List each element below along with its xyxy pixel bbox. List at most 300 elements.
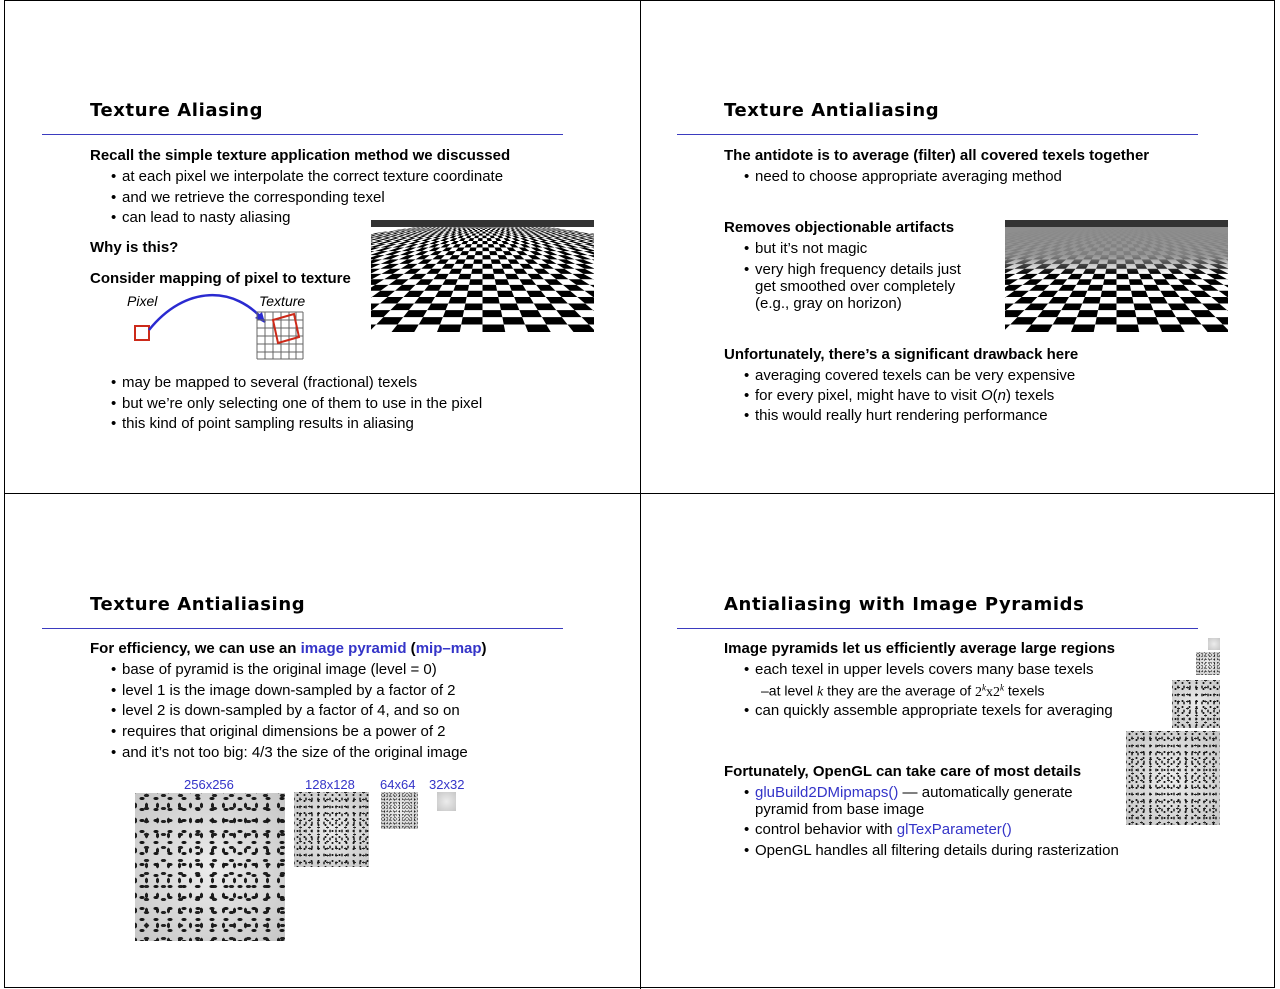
checker-square: [505, 233, 512, 235]
checker-square: [483, 255, 491, 259]
bullet-continuation: pyramid from base image: [755, 801, 925, 818]
checker-square: [503, 238, 510, 241]
checker-square: [593, 310, 594, 317]
k-var: k: [817, 684, 824, 700]
bullet: • requires that original dimensions be a power of 2: [122, 723, 446, 740]
checker-square: [462, 229, 466, 230]
image-pyramid-term: image pyramid: [300, 640, 407, 657]
checker-square: [495, 238, 501, 241]
checker-square: [461, 317, 482, 324]
checker-square: [442, 247, 452, 251]
checker-square: [536, 285, 555, 291]
checker-square: [471, 228, 474, 229]
checker-square: [519, 247, 530, 251]
checker-square: [513, 269, 527, 274]
checker-square: [502, 227, 505, 228]
slide-texture-aliasing: [0, 0, 636, 493]
checker-square: [457, 229, 462, 230]
checker-square: [477, 229, 480, 230]
leopard-pyramid-level-0: [1126, 731, 1220, 825]
checker-square: [505, 230, 511, 232]
checker-square: [402, 247, 417, 251]
base: 2: [993, 684, 1001, 700]
checker-square: [543, 247, 557, 251]
text: for every pixel, might have to visit: [755, 387, 981, 404]
checker-square: [371, 303, 380, 310]
checker-square: [483, 229, 486, 230]
texture-label: Texture: [259, 293, 306, 309]
title-rule: [42, 628, 563, 629]
checker-square: [464, 244, 471, 247]
checker-square: [497, 228, 501, 229]
checker-square: [495, 247, 503, 251]
checker-square: [514, 227, 518, 228]
checker-square: [505, 229, 510, 230]
checker-square: [445, 227, 449, 228]
checker-square: [508, 259, 520, 264]
checker-square: [424, 285, 442, 291]
bullet: • and it’s not too big: 4/3 the size of the original image: [122, 744, 468, 761]
checker-square: [448, 297, 466, 303]
checker-square: [501, 264, 513, 269]
leopard-level-2-image: [381, 792, 418, 829]
checker-square: [519, 236, 528, 239]
checker-square: [505, 274, 519, 279]
checker-square: [483, 264, 493, 269]
drawback-heading: Unfortunately, there’s a significant drawback here: [724, 346, 1079, 363]
checker-square: [492, 233, 497, 235]
checker-square: [436, 259, 449, 264]
bullet: • base of pyramid is the original image (level = 0): [122, 661, 437, 678]
checker-square: [429, 247, 441, 251]
checker-square: [506, 227, 510, 228]
checker-square: [428, 244, 439, 247]
checker-square: [490, 230, 494, 232]
checker-square: [543, 251, 558, 255]
bullet: • but it’s not magic: [755, 240, 867, 257]
checker-square: [372, 291, 395, 297]
slide-texture-antialiasing-mipmap: [0, 494, 636, 987]
checker-square: [593, 279, 594, 285]
checker-square: [418, 259, 433, 264]
dash: –: [761, 682, 769, 699]
checker-square: [380, 264, 399, 269]
checker-square: [371, 269, 380, 274]
checker-square: [518, 227, 522, 228]
recall-heading: Recall the simple texture application method we discussed: [90, 147, 511, 164]
bullet: • but we’re only selecting one of them to use in the pixel: [122, 395, 482, 412]
checker-square: [415, 247, 428, 251]
checker-square: [450, 241, 458, 244]
checker-square: [470, 232, 474, 234]
checker-square: [524, 259, 538, 264]
checker-square: [568, 303, 593, 310]
checker-square: [526, 227, 531, 228]
checker-square: [453, 227, 457, 228]
checker-square: [528, 255, 541, 259]
checker-square: [456, 247, 465, 251]
checker-square: [474, 230, 477, 232]
checker-square: [458, 274, 471, 279]
checker-square: [468, 230, 472, 232]
checker-square: [461, 227, 464, 228]
bullet: • at each pixel we interpolate the correct texture coordinate: [122, 168, 503, 185]
checker-square: [460, 251, 469, 255]
checker-square: [457, 233, 463, 235]
checker-square: [371, 297, 372, 303]
pixel-label: Pixel: [127, 293, 158, 309]
checker-square: [404, 244, 418, 247]
bullet: • very high frequency details just: [755, 261, 961, 278]
checker-square: [506, 228, 510, 229]
bullet-visit-texels: [755, 387, 1054, 404]
checker-square: [514, 228, 519, 229]
opengl-heading: Fortunately, OpenGL can take care of most details: [724, 763, 1082, 780]
text: — automatically generate: [898, 784, 1073, 801]
leopard-level-0-image: [135, 793, 285, 941]
checker-square: [414, 297, 435, 303]
exponent: k: [982, 682, 987, 692]
checker-square: [428, 227, 433, 228]
checker-square: [557, 264, 575, 269]
bullet: • averaging covered texels can be very expensive: [755, 367, 1075, 384]
checker-square: [487, 238, 492, 241]
checker-square: [461, 241, 468, 244]
checker-square: [519, 279, 536, 285]
checker-square: [505, 236, 512, 239]
checker-square: [471, 269, 482, 274]
checker-square: [518, 228, 523, 229]
bullet: • level 2 is down-sampled by a factor of 4, and so on: [122, 702, 460, 719]
mapping-arc: [149, 295, 265, 330]
bullet: • OpenGL handles all filtering details during rasterization: [755, 842, 1119, 859]
checker-square: [497, 236, 503, 239]
checker-square: [371, 310, 390, 317]
checker-square: [558, 259, 575, 264]
checker-square: [476, 232, 480, 234]
checker-square: [476, 244, 482, 247]
checker-square: [418, 241, 430, 244]
title-rule: [677, 134, 1198, 135]
text: texels: [1004, 682, 1045, 699]
checker-square: [495, 279, 510, 285]
checker-square: [448, 228, 453, 229]
checker-square: [440, 241, 450, 244]
checker-square: [472, 229, 475, 230]
checker-square: [440, 244, 450, 247]
leopard-level-1-image: [294, 792, 369, 867]
checker-square: [534, 303, 556, 310]
checker-square: [427, 303, 448, 310]
checker-square: [574, 269, 594, 274]
checker-square: [437, 324, 461, 332]
checker-square: [457, 232, 463, 234]
text: control behavior with: [755, 821, 897, 838]
checker-square: [449, 255, 460, 259]
exponent: k: [1000, 682, 1005, 692]
checker-square: [403, 291, 424, 297]
checker-square: [498, 227, 501, 228]
bullet: • need to choose appropriate averaging method: [755, 168, 1062, 185]
checker-square: [500, 232, 505, 234]
checker-square: [440, 227, 444, 228]
size-label-256: 256x256: [184, 777, 234, 792]
leopard-pyramid-level-1: [1172, 680, 1220, 728]
checker-square: [510, 228, 515, 229]
checker-square: [382, 255, 400, 259]
checker-square: [432, 227, 437, 228]
title-rule: [42, 134, 563, 135]
checker-square: [530, 241, 541, 244]
checker-square: [569, 279, 590, 285]
slide-texture-antialiasing: [641, 0, 1277, 493]
checker-square: [518, 233, 526, 235]
checker-square: [555, 291, 577, 297]
checker-square: [415, 251, 429, 255]
text: For efficiency, we can use an: [90, 640, 301, 657]
checker-square: [371, 324, 376, 332]
bullet: • can lead to nasty aliasing: [122, 209, 290, 226]
checker-square: [442, 233, 450, 235]
efficiency-heading: [90, 640, 487, 657]
checker-square: [483, 324, 506, 332]
checker-square: [432, 255, 445, 259]
checker-square: [371, 255, 385, 259]
mip-map-term: mip–map: [415, 640, 482, 657]
checker-square: [469, 247, 476, 251]
checker-square: [570, 251, 588, 255]
checker-square: [516, 251, 527, 255]
consider-heading: Consider mapping of pixel to texture: [90, 270, 351, 287]
checker-square: [512, 233, 520, 235]
checker-square: [458, 236, 465, 239]
checker-square: [480, 230, 483, 232]
checker-square: [531, 244, 543, 247]
checker-square: [493, 269, 505, 274]
bullet: • and we retrieve the corresponding texel: [122, 189, 385, 206]
checker-square: [575, 259, 594, 264]
bullet: • this kind of point sampling results in aliasing: [122, 415, 414, 432]
checker-square: [399, 255, 415, 259]
checker-square: [449, 227, 453, 228]
checker-square: [554, 269, 572, 274]
checker-square: [453, 285, 469, 291]
checker-square: [505, 232, 511, 234]
checker-square: [416, 255, 430, 259]
checker-square: [531, 247, 544, 251]
checker-square: [530, 251, 543, 255]
checker-square: [442, 279, 458, 285]
pixel-box: [135, 326, 149, 340]
checker-square: [494, 227, 497, 228]
checker-square: [489, 251, 497, 255]
checker-square: [473, 259, 482, 264]
checker-square: [485, 228, 487, 229]
checker-square: [590, 285, 594, 291]
checker-square: [452, 244, 461, 247]
checker-square: [429, 241, 440, 244]
bullet: • may be mapped to several (fractional) texels: [122, 374, 417, 391]
leopard-level-3-image: [437, 792, 456, 811]
slide-antialiasing-image-pyramids: [641, 494, 1277, 987]
antidote-heading: The antidote is to average (filter) all covered texels together: [724, 147, 1150, 164]
checker-square: [572, 274, 593, 279]
gltexparameter-code: glTexParameter(): [896, 821, 1012, 838]
checker-square: [483, 285, 498, 291]
checker-square: [525, 324, 551, 332]
checker-square: [390, 303, 414, 310]
paren: (: [992, 387, 998, 404]
checker-square: [483, 232, 486, 234]
checker-square: [489, 228, 492, 229]
checker-square: [453, 228, 458, 229]
slide-title: Texture Aliasing: [90, 100, 264, 121]
checker-square: [543, 255, 558, 259]
checker-square: [421, 264, 436, 269]
expr: [975, 682, 1005, 700]
checker-square: [480, 228, 482, 229]
checker-square: [371, 279, 384, 285]
checker-square: [442, 264, 455, 269]
checker-square: [500, 230, 505, 232]
checker-square: [496, 229, 500, 230]
text: they are the average of: [823, 682, 976, 699]
checker-square: [492, 241, 499, 244]
checker-square: [385, 251, 402, 255]
checker-square: [487, 229, 490, 230]
checker-square: [512, 236, 520, 239]
removes-heading: Removes objectionable artifacts: [724, 219, 955, 236]
checker-square: [472, 241, 478, 244]
size-label-128: 128x128: [305, 777, 355, 792]
checker-square: [503, 251, 513, 255]
checker-square: [519, 310, 542, 317]
checker-square: [546, 297, 568, 303]
checker-square: [400, 251, 415, 255]
checker-square: [470, 227, 473, 228]
checker-square: [464, 303, 482, 310]
checker-square: [478, 227, 480, 228]
checker-square: [457, 230, 462, 232]
checker-square: [426, 269, 441, 274]
checker-square: [445, 251, 456, 255]
checker-square: [452, 229, 457, 230]
checker-square: [371, 274, 381, 279]
checker-square: [511, 232, 518, 234]
checker-square: [534, 227, 539, 228]
checker-square: [491, 259, 501, 264]
checker-square: [467, 291, 483, 297]
text: ): [481, 640, 487, 657]
leopard-pyramid-level-2: [1196, 652, 1220, 675]
checker-square: [530, 227, 535, 228]
checker-square: [404, 269, 421, 274]
checker-square: [526, 291, 545, 297]
checker-square: [544, 279, 563, 285]
checker-square: [501, 228, 505, 229]
checker-square: [381, 259, 399, 264]
leopard-pyramid-level-3: [1208, 638, 1220, 650]
checker-square: [501, 229, 506, 230]
checker-square: [486, 233, 490, 235]
checker-square: [502, 317, 525, 324]
checker-square: [509, 285, 526, 291]
checker-square: [449, 236, 457, 239]
checker-square: [475, 251, 483, 255]
bullet: • this would really hurt rendering performance: [755, 407, 1048, 424]
text: ) texels: [1005, 387, 1055, 404]
checker-square: [384, 274, 404, 279]
checker-square: [415, 279, 433, 285]
text: (: [406, 640, 416, 657]
size-label-32: 32x32: [429, 777, 465, 792]
bullet: • level 1 is the image down-sampled by a factor of 2: [122, 682, 456, 699]
checker-square: [483, 297, 500, 303]
checker-square: [542, 317, 568, 324]
checker-square: [573, 255, 591, 259]
checker-square: [515, 229, 521, 230]
checker-square: [457, 227, 460, 228]
checker-square: [466, 227, 469, 228]
checker-square: [493, 228, 496, 229]
checker-square: [466, 236, 472, 239]
checker-square: [445, 230, 452, 232]
checker-square: [488, 232, 492, 234]
checker-square: [447, 229, 453, 230]
checker-square: [488, 244, 495, 247]
checker-square: [556, 229, 567, 230]
bullet-continuation: (e.g., gray on horizon): [755, 295, 902, 312]
times: x: [986, 684, 994, 700]
checker-square: [392, 324, 419, 332]
checker-square: [462, 264, 473, 269]
checker-square: [510, 229, 516, 230]
checker-square: [486, 227, 488, 228]
checker-square: [399, 259, 415, 264]
checker-square: [520, 264, 534, 269]
checker-square: [541, 244, 554, 247]
bullet: • each texel in upper levels covers many base texels: [755, 661, 1094, 678]
checker-square: [464, 233, 469, 235]
checker-square: [513, 255, 525, 259]
checker-square: [520, 238, 530, 241]
size-label-64: 64x64: [380, 777, 416, 792]
glubuild2dmipmaps-code: gluBuild2DMipmaps(): [755, 784, 899, 801]
checker-square: [577, 297, 594, 303]
checker-square: [483, 241, 488, 244]
checker-square: [463, 232, 468, 234]
why-heading: Why is this?: [90, 239, 179, 256]
checker-square: [449, 269, 462, 274]
checker-square: [444, 228, 449, 229]
slide-title: Texture Antialiasing: [724, 100, 940, 121]
checker-square: [451, 230, 457, 232]
checker-square: [520, 241, 530, 244]
checker-square: [479, 233, 483, 235]
checker-square: [527, 274, 544, 279]
checker-square: [483, 236, 487, 239]
checker-square: [469, 279, 482, 285]
checker-square: [371, 259, 382, 264]
checker-square: [563, 285, 585, 291]
checker-square: [568, 324, 594, 332]
checker-square: [395, 285, 415, 291]
filtered-checkerboard-image: [1005, 220, 1228, 332]
checker-square: [511, 241, 520, 244]
checker-square: [512, 238, 521, 241]
checker-square: [450, 232, 457, 234]
checker-square: [582, 317, 594, 324]
